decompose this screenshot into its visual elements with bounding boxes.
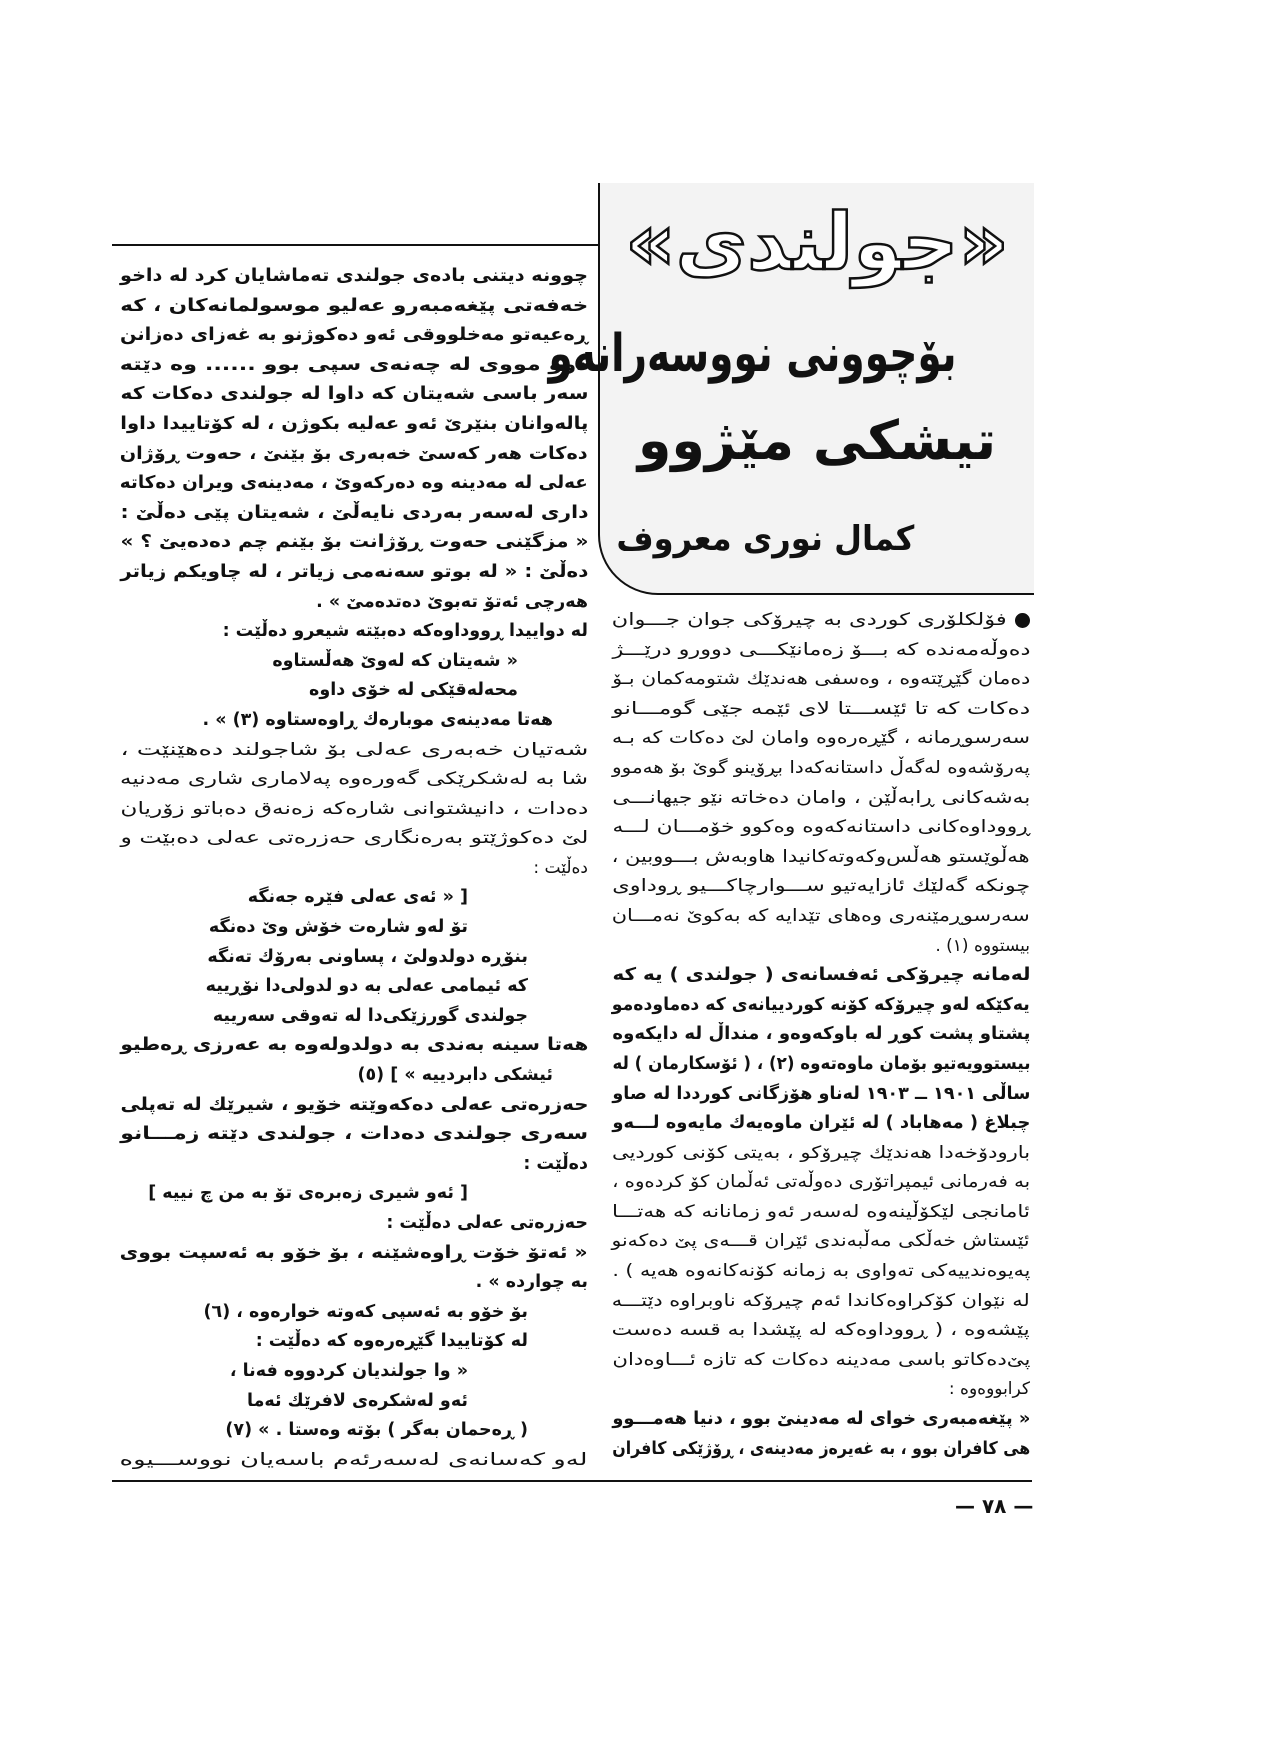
top-rule: [112, 244, 598, 246]
text-line-content: سەر باسی شەیتان کە داوا لە جولندی دەکات کە: [120, 384, 588, 405]
text-line: [120, 1002, 588, 1032]
text-line: [120, 440, 588, 470]
text-line: [612, 1050, 1030, 1080]
text-line: [612, 1257, 1030, 1287]
text-line-content: هەرچی ئەتۆ تەبوێ دەتدەمێ » .: [316, 591, 588, 612]
text-line: [612, 784, 1030, 814]
text-line-content: هەتا سینە بەندی بە دولدولەوە بە عەرزی ڕەطیو: [120, 1035, 588, 1056]
text-line: [120, 1327, 588, 1357]
text-line-content: « وا جولندیان کردووە فەنا ،: [229, 1360, 468, 1381]
text-line: [120, 1120, 588, 1150]
text-line-content: حەزرەتی عەلی دەکەوێتە خۆیو ، شیرێك لە تەپلی: [119, 1094, 588, 1115]
text-line-content: لەو کەسانەی لەسەرئەم باسەیان نووســـیوە: [120, 1449, 588, 1470]
text-line: [120, 1387, 588, 1417]
text-line-content: خەفەتی پێغەمبەرو عەلیو موسولمانەکان ، کە: [120, 295, 588, 316]
text-line-content: دەکات کە تا ئێســـتا لای ئێمە جێی گومـــانو: [612, 698, 1030, 719]
text-line-content: هەڵوێستو هەڵس‌وکەوتەکانیدا هاوبەش بـــووبین ،: [612, 846, 1030, 867]
text-line-content: پێ‌دەکاتو باسی مەدینە دەکات کە تازە ئـــاوەدان: [612, 1349, 1030, 1370]
text-line-content: هی کافران بوو ، بە غەیرەز مەدینەی ، ڕۆژێکی کافران: [612, 1438, 1030, 1459]
text-line: [612, 606, 1030, 636]
text-line: [612, 1198, 1030, 1228]
text-line: [120, 1239, 588, 1269]
text-line: [120, 499, 588, 529]
text-line-content: شەتیان خەبەری عەلی بۆ شاجولند دەهێنێت ،: [120, 739, 588, 760]
article-subtitle-line-2-text: تیشکی مێژوو: [637, 409, 997, 472]
text-line: [612, 843, 1030, 873]
text-line: [612, 1080, 1030, 1110]
text-line-content: داری لەسەر بەردی نایەڵێ ، شەیتان پێی دەڵێ :: [120, 502, 588, 523]
text-line-content: یەکێکە لەو چیرۆکە کۆنە کوردییانەی کە دەماودەمو: [612, 994, 1030, 1015]
text-line-content: بە چوارده » .: [475, 1272, 588, 1293]
text-line-content: لێ دەکوژێتو بەرەنگاری حەزرەتی عەلی دەبێت و: [120, 828, 588, 849]
text-line: [612, 1139, 1030, 1169]
text-line: [120, 913, 588, 943]
text-line-content: پێشەوە ، ( ڕووداوەکە لە پێشدا بە قسە دەست: [612, 1320, 1030, 1341]
text-line: [612, 1227, 1030, 1257]
text-line: [120, 1416, 588, 1446]
text-line-content: سەری جولندی دەدات ، جولندی دێتە زمـــانو: [120, 1124, 588, 1145]
text-line-content: « مزگێنی حەوت ڕۆژانت بۆ بێنم چم دەدەیێ ؟ »: [120, 532, 588, 553]
text-line: [120, 647, 588, 677]
text-line-content: بنۆڕە دولدولێ ، پساونی بەرۆك تەنگە: [207, 946, 528, 967]
text-line: [120, 410, 588, 440]
text-line: [612, 872, 1030, 902]
text-line-content: بۆ خۆو بە ئەسپی کەوتە خوارەوە ، (٦): [203, 1301, 528, 1322]
text-line-content: « پێغەمبەری خوای لە مەدینێ بوو ، دنیا هەمـــوو: [612, 1409, 1030, 1430]
text-line: [612, 932, 1030, 962]
text-line: [612, 991, 1030, 1021]
text-line-content: بارودۆخەدا هەندێك چیرۆکو ، بەیتی کۆنی کوردیی: [612, 1142, 1030, 1163]
text-line: [120, 469, 588, 499]
text-line: [120, 380, 588, 410]
text-line-content: سەرسوڕمانە ، گێڕەرەوە وامان لێ دەکات کە بـە: [612, 728, 1030, 749]
text-line: [120, 1446, 588, 1476]
text-line: [612, 1020, 1030, 1050]
article-subtitle-line-2: [610, 401, 1024, 481]
text-line: [120, 824, 588, 854]
text-line: [612, 754, 1030, 784]
text-line: [612, 724, 1030, 754]
text-line-content: ( ڕەحمان بەگر ) بۆتە وەستا . » (٧): [225, 1420, 528, 1441]
text-line: [120, 1091, 588, 1121]
text-line-content: ڕەعیەتو مەخلووقی ئەو دەکوژنو بە غەزای دەزانن: [120, 325, 588, 346]
text-line: [612, 902, 1030, 932]
bullet-icon: [1015, 613, 1030, 628]
text-line-content: حەزرەتی عەلی دەڵێت :: [386, 1213, 588, 1233]
text-line-content: هەتا مەدینەی موبارەك ڕاوەستاوە (٣) » .: [202, 709, 553, 730]
text-line-content: لە کۆتاییدا گێڕەرەوە کە دەڵێت :: [255, 1331, 528, 1352]
text-line: [120, 1298, 588, 1328]
text-line: [120, 972, 588, 1002]
text-line: [120, 617, 588, 647]
text-line-content: بیستوویەتیو بۆمان ماوەتەوە (٢) ، ( ئۆسکارمان ) لە: [612, 1053, 1030, 1074]
title-box: [548, 183, 1034, 595]
article-subtitle-line-1: [548, 315, 1024, 393]
text-line: [120, 854, 588, 884]
page-number: — ٧٨ —: [955, 1494, 1034, 1518]
bottom-rule: [112, 1480, 1032, 1482]
text-line-content: فۆلکلۆری کوردی بە چیرۆکی جوان جـــوان: [612, 610, 1007, 630]
text-line-content: ڕووداوەکانی داستانەکەوە وەکوو خۆمـــان لـــە: [612, 817, 1030, 838]
text-line-content: بیستووە (١) .: [935, 935, 1030, 956]
text-line: [612, 1168, 1030, 1198]
text-line-content: لە دواییدا ڕووداوەکە دەبێتە شیعرو دەڵێت :: [222, 621, 588, 642]
text-line-content: بە فەرمانی ئیمپراتۆری دەوڵەتی ئەڵمان کۆ کردەوە ،: [612, 1172, 1030, 1193]
text-line-content: [ ئەو شیری زەبرەی تۆ بە من چ نییە ]: [148, 1183, 468, 1204]
text-line-content: ساڵی ١٩٠١ ــ ١٩٠٣ لەناو هۆزگانی کورددا لە صاو: [612, 1083, 1030, 1104]
text-line: [612, 813, 1030, 843]
text-line-content: شا بە لەشکرێکی گەورەوە پەلاماری شاری مەدنیە: [120, 769, 588, 790]
article-subtitle-line-1-text: بۆچوونی نووسەرانەو: [548, 324, 957, 384]
text-line: [120, 588, 588, 618]
text-line-content: پالەوانان بنێرێ ئەو عەلیە بکوژن ، لە کۆتاییدا داوا: [119, 413, 588, 434]
text-line: [612, 695, 1030, 725]
text-line: [120, 1150, 588, 1180]
text-line: [612, 1346, 1030, 1376]
text-line-content: بەشەکانی ڕابەڵێن ، وامان دەخاتە نێو جیهانـــی: [612, 787, 1030, 808]
text-line-content: لەمانە چیرۆکی ئەفسانەی ( جولندی ) یە کە: [612, 965, 1030, 986]
text-line-content: کرابووەوە :: [948, 1379, 1030, 1400]
author-name-text: کمال نوری معروف: [616, 519, 914, 559]
text-line-content: دەدات ، دانیشتوانی شارەکە زەنەق دەباتو زۆریان: [120, 798, 588, 819]
text-line-content: لە نێوان کۆکراوەکاندا ئەم چیرۆکە ناوبراوە دێتـــە: [612, 1290, 1030, 1311]
text-line-content: دەمان گێڕێتەوە ، وەسفی هەندێك شتومەکمان بـۆ: [612, 669, 1030, 690]
text-line: [120, 558, 588, 588]
text-line: [120, 528, 588, 558]
text-line: [612, 1435, 1030, 1465]
text-line-content: کە ئیمامی عەلی بە دو لدولی‌دا نۆڕییە: [205, 976, 528, 997]
text-line: [120, 795, 588, 825]
text-line: [120, 883, 588, 913]
text-line: [120, 736, 588, 766]
text-line: [120, 943, 588, 973]
text-line-content: ئیشکی دابردییە » ] (٥): [357, 1065, 553, 1086]
right-text-column: [612, 606, 1030, 1464]
text-line: [612, 665, 1030, 695]
text-line-content: دەڵێت :: [533, 857, 588, 878]
text-line-content: چونکە گەلێك ئازایەتیو ســـوارچاکـــیو ڕوداوی: [612, 876, 1030, 897]
text-line: [120, 292, 588, 322]
text-line-content: پەیوەندییەکی تەواوی بە زمانە کۆنەکانەوە هەیە ) .: [612, 1261, 1030, 1282]
text-line-content: سەرسوڕمێنەری وەهای تێدایە کە بەکوێ نەمـــان: [612, 905, 1030, 926]
text-line: [120, 351, 588, 381]
text-line: [120, 321, 588, 351]
text-line: [612, 1287, 1030, 1317]
text-line: [612, 1375, 1030, 1405]
text-line: [120, 1209, 588, 1239]
text-line-content: ئەو لەشکرەی لافرێك ئەما: [247, 1390, 468, 1411]
text-line-content: دەڵێت :: [523, 1153, 588, 1174]
text-line: [120, 1357, 588, 1387]
text-line-content: چبلاغ ( مەهاباد ) لە ئێران ماوەیەك مایەوە لـــەو: [612, 1113, 1030, 1134]
text-line-content: « ئەتۆ خۆت ڕاوەشێنە ، بۆ خۆو بە ئەسپت بووی: [120, 1242, 588, 1263]
text-line: [120, 1031, 588, 1061]
text-line-content: ئامانجی لێکۆڵینەوە لەسەر ئەو زمانانە کە هەتـــا: [612, 1201, 1030, 1222]
text-line: [120, 676, 588, 706]
text-line: [612, 1109, 1030, 1139]
text-line: [120, 1061, 588, 1091]
text-line: [612, 961, 1030, 991]
text-line-content: دەوڵەمەندە کە بـــۆ زەمانێکـــی دوورو درێـــژ: [612, 639, 1030, 660]
text-line-content: [ « ئەی عەلی فێرە جەنگە: [247, 887, 468, 908]
left-text-column: [120, 262, 588, 1475]
text-line: [120, 1268, 588, 1298]
text-line-content: چوونە دیتنی بادەی جولندی تەماشایان کرد لە داخو: [120, 266, 588, 286]
author-name: [610, 513, 1024, 565]
text-line: [120, 765, 588, 795]
text-line-content: دەڵێ : « لە بوتو سەنەمی زیاتر ، لە چاویکم زیاتر: [120, 561, 588, 582]
text-line: [612, 1316, 1030, 1346]
text-line-content: محەلەقێکی لە خۆی داوە: [308, 680, 518, 701]
text-line: [120, 706, 588, 736]
text-line-content: ئێستاش خەڵکی مەڵبەندی ئێران قـــەی پێ دەکەنو: [612, 1231, 1030, 1252]
text-line-content: جولندی گورزێکی‌دا لە تەوقی سەرییە: [212, 1005, 528, 1026]
text-line-content: دەکات هەر کەسێ خەبەری بۆ بێنێ ، حەوت ڕۆژان: [120, 443, 588, 464]
text-line-content: پەرۆشەوە لەگەڵ داستانەکەدا بڕۆینو گوێ بۆ هەموو: [612, 757, 1030, 778]
text-line: [612, 636, 1030, 666]
text-line: [120, 1179, 588, 1209]
text-line-content: دوو مووی لە چەنەی سپی بوو ...... وە دێتە: [119, 354, 588, 375]
text-line-content: عەلی لە مەدینە وە دەرکەوێ ، مەدینەی ویران دەکاتە: [120, 473, 588, 494]
text-line: [120, 262, 588, 292]
article-title: [610, 187, 1024, 299]
text-line: [612, 1405, 1030, 1435]
text-line-content: پشتاو پشت کوڕ لە باوکەوەو ، منداڵ لە دایکەوە: [612, 1024, 1030, 1045]
text-line-content: « شەیتان کە لەوێ هەڵستاوە: [272, 650, 518, 671]
text-line-content: تۆ لەو شارەت خۆش وێ دەنگە: [208, 917, 468, 938]
article-title-text: «جولندی»: [625, 198, 1009, 288]
